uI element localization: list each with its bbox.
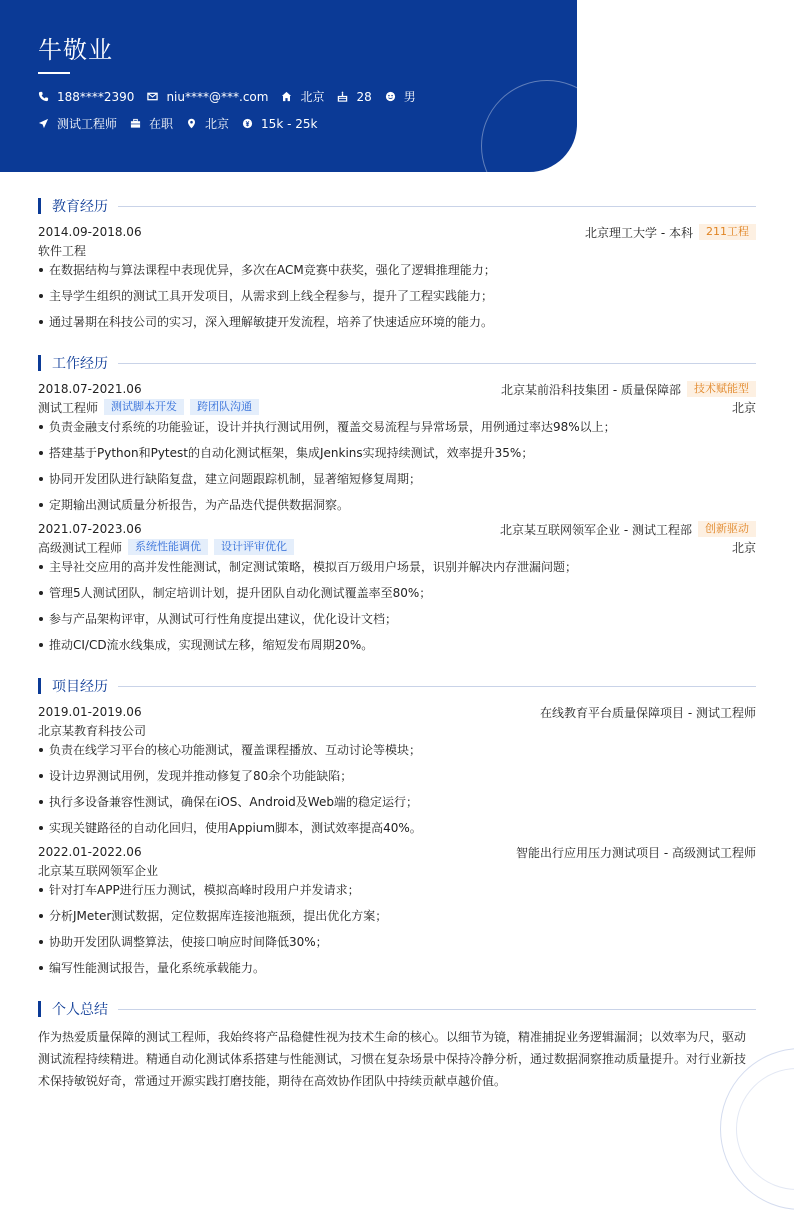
summary-section-title [38,999,756,1019]
list-item: 定期输出测试质量分析报告，为产品迭代提供数据洞察。 [38,496,756,514]
section-bar [38,355,41,371]
project-name: 智能出行应用压力测试项目 - 高级测试工程师 [516,845,756,860]
list-item: 在数据结构与算法课程中表现优异，多次在ACM竞赛中获奖，强化了逻辑推理能力； [38,261,756,279]
location-text: 北京 [205,117,230,131]
info-row-1 [38,88,429,105]
info-location [186,115,229,132]
section-divider [118,686,756,687]
info-age [337,90,371,104]
list-item: 主导学生组织的测试工具开发项目，从需求到上线全程参与，提升了工程实践能力； [38,287,756,305]
info-phone [38,90,134,104]
home-city-text: 北京 [300,90,325,104]
work-1-header-row [38,380,756,398]
project-company: 北京某互联网领军企业 [38,863,159,878]
list-item: 执行多设备兼容性测试，确保在iOS、Android及Web端的稳定运行； [38,793,756,811]
education-section-title [38,196,756,216]
list-item: 针对打车APP进行压力测试，模拟高峰时段用户并发请求； [38,881,756,899]
gender-icon [385,91,396,102]
list-item: 主导社交应用的高并发性能测试，制定测试策略，模拟百万级用户场景，识别并解决内存泄漏问题； [38,558,756,576]
list-item: 协同开发团队进行缺陷复盘，建立问题跟踪机制，显著缩短修复周期； [38,470,756,488]
info-position [38,115,117,132]
summary-text: 作为热爱质量保障的测试工程师，我始终将产品稳健性视为技术生命的核心。以细节为镜，精准捕捉业务逻辑漏洞；以效率为尺，驱动测试流程持续精进。精通自动化测试体系搭建与性能测试，习惯在复杂场景中保持冷静分析，通过数据洞察推动质量提升。对行业新技术保持敏锐好奇，常通过开源实践打磨技能，期待在高效协作团队中持续贡献卓越价值。 [38,1030,747,1088]
salary-text: 15k - 25k [261,116,318,131]
money-icon [242,118,253,129]
education-major: 软件工程 [38,243,87,258]
work-1-role-row [38,398,756,416]
section-title-text: 教育经历 [52,199,108,215]
list-item: 推动CI/CD流水线集成，实现测试左移，缩短发布周期20%。 [38,636,756,654]
gender-text: 男 [403,90,416,104]
work-tag: 创新驱动 [698,521,756,537]
status-text: 在职 [149,117,174,131]
list-item: 协助开发团队调整算法，使接口响应时间降低30%； [38,933,756,951]
work-date: 2018.07-2021.06 [38,382,142,396]
skill-tag: 测试脚本开发 [104,399,184,415]
project-2-header-row [38,843,756,861]
name-underline [38,72,70,74]
work-company: 北京某互联网领军企业 - 测试工程部 [500,522,692,537]
location-pin-icon [186,118,197,129]
work-company: 北京某前沿科技集团 - 质量保障部 [501,382,681,397]
briefcase-icon [130,118,141,129]
info-salary [242,117,317,131]
section-bar [38,1001,41,1017]
project-section-title [38,676,756,696]
section-divider [118,206,756,207]
work-date: 2021.07-2023.06 [38,522,142,536]
section-divider [118,363,756,364]
home-icon [281,91,292,102]
list-item: 搭建基于Python和Pytest的自动化测试框架，集成Jenkins实现持续测试，效率提升35%； [38,444,756,462]
list-item: 实现关键路径的自动化回归，使用Appium脚本，测试效率提高40%。 [38,819,756,837]
skill-tag: 设计评审优化 [214,539,294,555]
project-1-header-row [38,703,756,721]
work-2-header-row [38,520,756,538]
email-text: niu****@***.com [166,89,269,104]
list-item: 设计边界测试用例，发现并推动修复了80余个功能缺陷； [38,767,756,785]
work-tag: 技术赋能型 [687,381,756,397]
list-item: 负责在线学习平台的核心功能测试，覆盖课程播放、互动讨论等模块； [38,741,756,759]
project-2-company-row [38,861,756,879]
section-title-text: 项目经历 [52,679,108,695]
section-title-text: 工作经历 [52,356,108,372]
education-school: 北京理工大学 - 本科 [585,225,693,240]
project-1-company-row [38,721,756,739]
mail-icon [147,91,158,102]
education-major-row [38,241,756,259]
list-item: 管理5人测试团队，制定培训计划，提升团队自动化测试覆盖率至80%； [38,584,756,602]
work-city: 北京 [731,400,756,415]
work-role: 测试工程师 [38,400,99,415]
info-row-2 [38,115,330,132]
work-section-title [38,353,756,373]
section-bar [38,198,41,214]
list-item: 分析JMeter测试数据，定位数据库连接池瓶颈，提出优化方案； [38,907,756,925]
header-banner [0,0,577,172]
age-text: 28 [356,89,372,104]
project-company: 北京某教育科技公司 [38,723,147,738]
list-item: 负责金融支付系统的功能验证，设计并执行测试用例，覆盖交易流程与异常场景，用例通过率达98%以上； [38,418,756,436]
info-gender [385,88,416,105]
candidate-name: 牛敬业 [38,36,113,64]
position-text: 测试工程师 [57,117,118,131]
project-name: 在线教育平台质量保障项目 - 测试工程师 [540,705,756,720]
cake-icon [337,91,348,102]
education-tag: 211工程 [699,224,756,240]
info-status [130,115,173,132]
work-city: 北京 [731,540,756,555]
work-2-role-row [38,538,756,556]
send-icon [38,118,49,129]
education-date: 2014.09-2018.06 [38,225,142,239]
info-home [281,88,324,105]
section-bar [38,678,41,694]
skill-tag: 跨团队沟通 [190,399,259,415]
list-item: 通过暑期在科技公司的实习，深入理解敏捷开发流程，培养了快速适应环境的能力。 [38,313,756,331]
education-header-row [38,223,756,241]
list-item: 参与产品架构评审，从测试可行性角度提出建议，优化设计文档； [38,610,756,628]
list-item: 编写性能测试报告，量化系统承载能力。 [38,959,756,977]
skill-tag: 系统性能调优 [128,539,208,555]
section-divider [118,1009,756,1010]
phone-text: 188****2390 [57,89,135,104]
project-date: 2019.01-2019.06 [38,705,142,719]
section-title-text: 个人总结 [52,1002,108,1018]
info-email [147,90,268,104]
work-role: 高级测试工程师 [38,540,123,555]
header-decoration-circle [481,80,577,172]
phone-icon [38,91,49,102]
project-date: 2022.01-2022.06 [38,845,142,859]
